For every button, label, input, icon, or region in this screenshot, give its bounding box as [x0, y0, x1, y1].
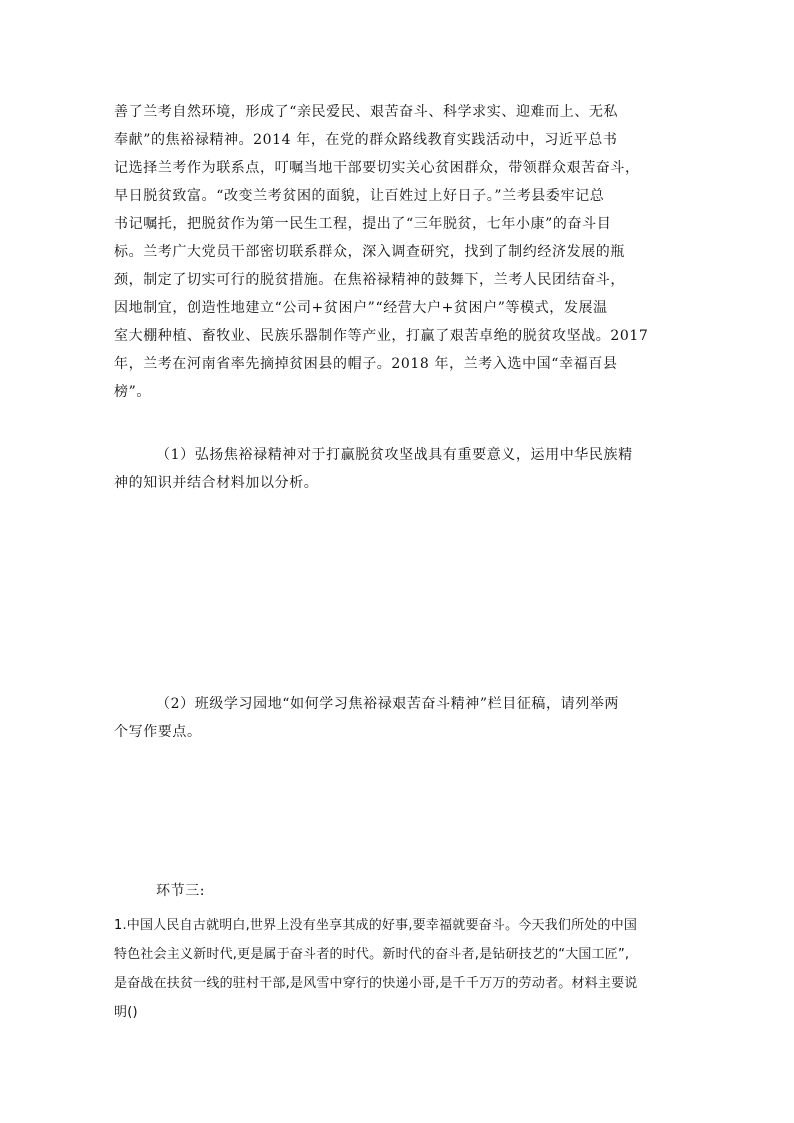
item-1-line: 是奋战在扶贫一线的驻村干部,是风雪中穿行的快递小哥,是千千万万的劳动者。材料主要说 — [114, 976, 638, 991]
item-1-line: 明() — [114, 1005, 138, 1020]
passage-line: 善了兰考自然环境，形成了“亲民爱民、艰苦奋斗、科学求实、迎难而上、无私 — [114, 104, 619, 120]
passage-line: 因地制宜，创造性地建立“公司+贫困户”“经营大户+贫困户”等模式，发展温 — [114, 300, 608, 316]
passage-line: 颈，制定了切实可行的脱贫措施。在焦裕禄精神的鼓舞下，兰考人民团结奋斗， — [114, 272, 625, 288]
question-1-line: 神的知识并结合材料加以分析。 — [114, 475, 319, 491]
passage-line: 早日脱贫致富。“改变兰考贫困的面貌，让百姓过上好日子。”兰考县委牢记总 — [114, 188, 605, 204]
passage-line: 室大棚种植、畜牧业、民族乐器制作等产业，打赢了艰苦卓绝的脱贫攻坚战。2017 — [114, 328, 649, 344]
passage-line: 书记嘱托，把脱贫作为第一民生工程，提出了“三年脱贫，七年小康”的奋斗目 — [114, 216, 612, 232]
item-1-line: 特色社会主义新时代,更是属于奋斗者的时代。新时代的奋斗者,是钻研技艺的“大国工匠”, — [114, 947, 630, 962]
question-2-line: （2）班级学习园地“如何学习焦裕禄艰苦奋斗精神”栏目征稿，请列举两 — [156, 696, 620, 712]
question-1-line: （1）弘扬焦裕禄精神对于打赢脱贫攻坚战具有重要意义，运用中华民族精 — [156, 447, 633, 463]
passage-line: 年，兰考在河南省率先摘掉贫困县的帽子。2018 年，兰考入选中国“幸福百县 — [114, 356, 618, 372]
section-3-item-1 — [114, 911, 696, 1027]
passage-line: 奉献”的焦裕禄精神。2014 年，在党的群众路线教育实践活动中，习近平总书 — [114, 132, 618, 148]
question-2-line: 个写作要点。 — [114, 724, 202, 740]
passage-line: 记选择兰考作为联系点，叮嘱当地干部要切实关心贫困群众，带领群众艰苦奋斗， — [114, 160, 640, 176]
material-passage — [114, 98, 696, 406]
section-3-heading — [114, 877, 696, 905]
section-heading: 环节三: — [156, 883, 206, 899]
item-1-line: 1.中国人民自古就明白,世界上没有坐享其成的好事,要幸福就要奋斗。今天我们所处的中国 — [114, 918, 638, 933]
question-2 — [114, 690, 696, 746]
passage-line: 榜”。 — [114, 384, 151, 400]
passage-line: 标。兰考广大党员干部密切联系群众，深入调查研究，找到了制约经济发展的瓶 — [114, 244, 625, 260]
question-1 — [114, 441, 696, 497]
